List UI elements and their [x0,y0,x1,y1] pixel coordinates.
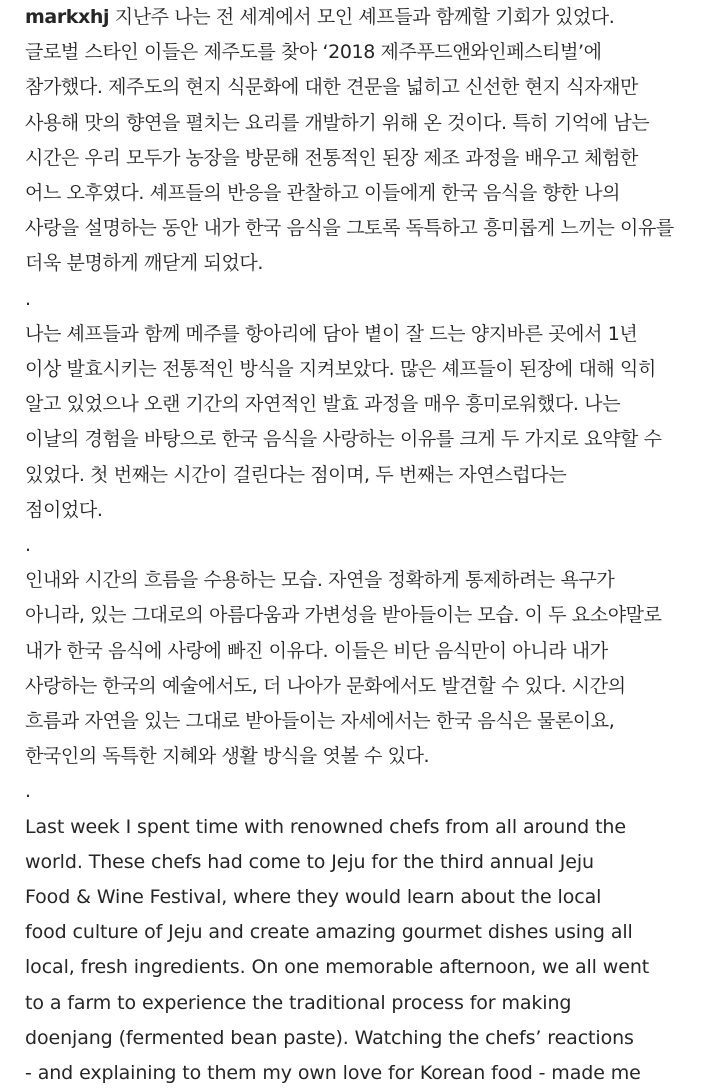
caption-separator-2: . [25,534,31,557]
caption-text-1: 지난주 나는 전 세계에서 모인 셰프들과 함께할 기회가 있었다. 글로벌 스타인 이들은 제주도를 찾아 ‘2018 제주푸드앤와인페스티벌’에 참가했다. 제주도의 현지 식문화에 대한 견문을 넓히고 신선한 현지 식자재만 사용해 맛의 향연을 펼치는 요리를 개발하기 위해 온 것이다. 특히 기억에 남는 시간은 우리 모두가 농장을 방문해 전통적인 된장 제조 과정을 배우고 체험한 어느 오후였다. 셰프들의 반응을 관찰하고 이들에게 한국 음식을 향한 나의 사랑을 설명하는 동안 내가 한국 음식을 그토록 독특하고 흥미롭게 느끼는 이유를 더욱 분명하게 깨닫게 되었다. [25,6,674,275]
caption-separator-3: . [25,780,31,803]
caption-paragraph-2: 나는 셰프들과 함께 메주를 항아리에 담아 볕이 잘 드는 양지바른 곳에서 1년 이상 발효시키는 전통적인 방식을 지켜보았다. 많은 셰프들이 된장에 대해 익히 알고 있었으나 오랜 기간의 자연적인 발효 과정을 매우 흥미로워했다. 나는 이날의 경험을 바탕으로 한국 음식을 사랑하는 이유를 크게 두 가지로 요약할 수 있었다. 첫 번째는 시간이 걸린다는 점이며, 두 번째는 자연스럽다는 점이었다. [25,322,662,521]
caption-paragraph-1 [25,0,697,282]
caption-paragraph-4: Last week I spent time with renowned chefs from all around the world. These chefs had come to Jeju for the third annual Jeju Food & Wine Festival, where they would learn about the local food culture of Jeju and create amazing gourmet dishes using all local, fresh ingredients. On one memorable afternoon, we all went to a farm to experience the traditional process for making doenjang (fermented bean paste). Watching the chefs’ reactions - and explaining to them my own love for Korean food - made me [25,815,650,1085]
username-link[interactable]: markxhj [25,6,110,28]
post-caption [25,0,697,1091]
caption-paragraph-3: 인내와 시간의 흐름을 수용하는 모습. 자연을 정확하게 통제하려는 욕구가 아니라, 있는 그대로의 아름다움과 가변성을 받아들이는 모습. 이 두 요소야말로 내가 한국 음식에 사랑에 빠진 이유다. 이들은 비단 음식만이 아니라 내가 사랑하는 한국의 예술에서도, 더 나아가 문화에서도 발견할 수 있다. 시간의 흐름과 자연을 있는 그대로 받아들이는 자세에서는 한국 음식은 물론이요, 한국인의 독특한 지혜와 생활 방식을 엿볼 수 있다. [25,569,662,768]
caption-separator-1: . [25,287,31,310]
